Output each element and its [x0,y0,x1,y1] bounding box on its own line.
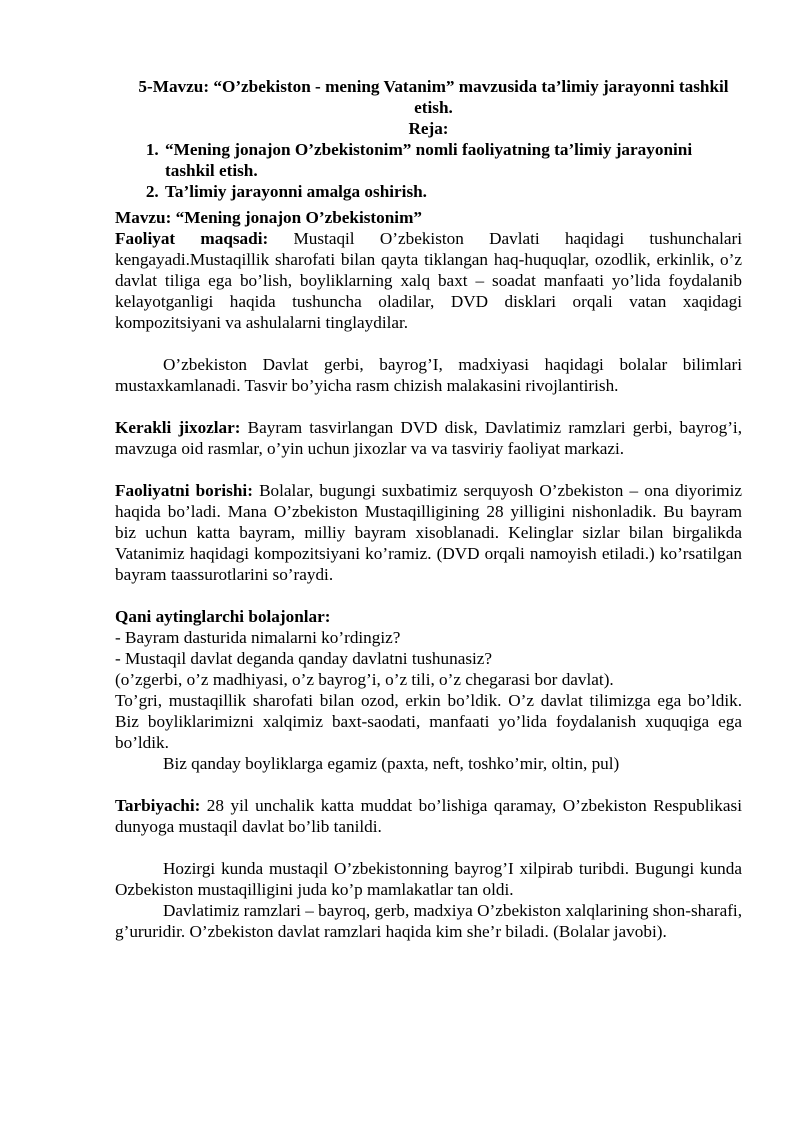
plan-item: 1. “Mening jonajon O’zbekistonim” nomli faoliyatning ta’limiy jarayonini tashkil etish. [163,139,742,181]
correct-paragraph: To’gri, mustaqillik sharofati bilan ozod, erkin bo’ldik. O’z davlat tilimizga ega bo’ldik. Biz boyliklarimizni xalqimiz baxt-saodati, manfaati yo’lida foydalanish xuquqiga ega bo’ldik. [115,691,742,752]
state-symbols-paragraph: Davlatimiz ramzlari – bayroq, gerb, madxiya O’zbekiston xalqlarining shon-sharafi, g’ururidir. O’zbekiston davlat ramzlari haqida kim she’r biladi. (Bolalar javobi). [115,901,742,941]
document-page [115,76,742,942]
equipment-label: Kerakli jixozlar: [115,418,241,437]
activity-label: Faoliyatni borishi: [115,481,253,500]
symbols-paragraph: O’zbekiston Davlat gerbi, bayrog’I, madxiyasi haqidagi bolalar bilimlari mustaxkamlanadi. Tasvir bo’yicha rasm chizish malakasini rivojlantirish. [115,355,742,395]
questions-label: Qani aytinglarchi bolajonlar: [115,607,331,626]
spacer [115,774,742,795]
plan-list [115,139,742,202]
spacer [115,585,742,606]
questions-heading [115,606,742,627]
plan-heading: Reja: [408,119,449,138]
flag-paragraph: Hozirgi kunda mustaqil O’zbekistonning bayrog’I xilpirab turibdi. Bugungi kunda Ozbekiston mustaqilligini juda ko’p mamlakatlar tan oldi. [115,859,742,899]
resources-line: Biz qanday boyliklarga egamiz (paxta, neft, toshko’mir, oltin, pul) [163,754,620,773]
equipment-paragraph [115,417,742,459]
teacher-label: Tarbiyachi: [115,796,201,815]
teacher-paragraph [115,795,742,837]
spacer [115,396,742,417]
spacer [115,333,742,354]
activity-paragraph [115,480,742,585]
spacer [115,459,742,480]
question-line: - Mustaqil davlat deganda qanday davlatni tushunasiz? [115,649,493,668]
document-title: 5-Mavzu: “O’zbekiston - mening Vatanim” mavzusida ta’limiy jarayonni tashkil etish. [138,77,729,117]
topic-heading [115,207,742,228]
topic-label: Mavzu: “Mening jonajon O’zbekistonim” [115,208,422,227]
goal-label: Faoliyat maqsadi: [115,229,269,248]
goal-paragraph [115,228,742,333]
question-line: - Bayram dasturida nimalarni ko’rdingiz? [115,628,401,647]
activity-text: Bolalar, bugungi suxbatimiz serquyosh O’zbekiston – ona diyorimiz haqida bo’ladi. Mana O’zbekiston Mustaqilligining 28 yilligini nishonladik. Bu bayram biz uchun katta bayram, milliy bayram xisoblanadi. Kelinglar sizlar bilan birgalikda Vatanimiz haqidagi kompozitsiyani ko’ramiz. (DVD orqali namoyish etiladi.) ko’rsatilgan bayram taassurotlarini so’raydi. [115,481,742,584]
plan-item: 2. Ta’limiy jarayonni amalga oshirish. [163,181,742,202]
goal-text: Mustaqil O’zbekiston Davlati haqidagi tushunchalari kengayadi.Mustaqillik sharofati bilan qayta tiklangan haq-huquqlar, ozodlik, erkinlik, o’z davlat tiliga ega bo’lish, boyliklarning xalq baxt – soadat manfaati yo’lida foydalanib kelayotganligi haqida tushuncha oladilar, DVD disklari orqali vatan xaqidagi kompozitsiyani va ashulalarni tinglaydilar. [115,229,742,332]
spacer [115,837,742,858]
answer-line: (o’zgerbi, o’z madhiyasi, o’z bayrog’i, o’z tili, o’z chegarasi bor davlat). [115,670,614,689]
teacher-text: 28 yil unchalik katta muddat bo’lishiga qaramay, O’zbekiston Respublikasi dunyoga mustaqil davlat bo’lib tanildi. [115,796,742,836]
equipment-text: Bayram tasvirlangan DVD disk, Davlatimiz ramzlari gerbi, bayrog’i, mavzuga oid rasmlar, o’yin uchun jixozlar va va tasviriy faoliyat markazi. [115,418,742,458]
